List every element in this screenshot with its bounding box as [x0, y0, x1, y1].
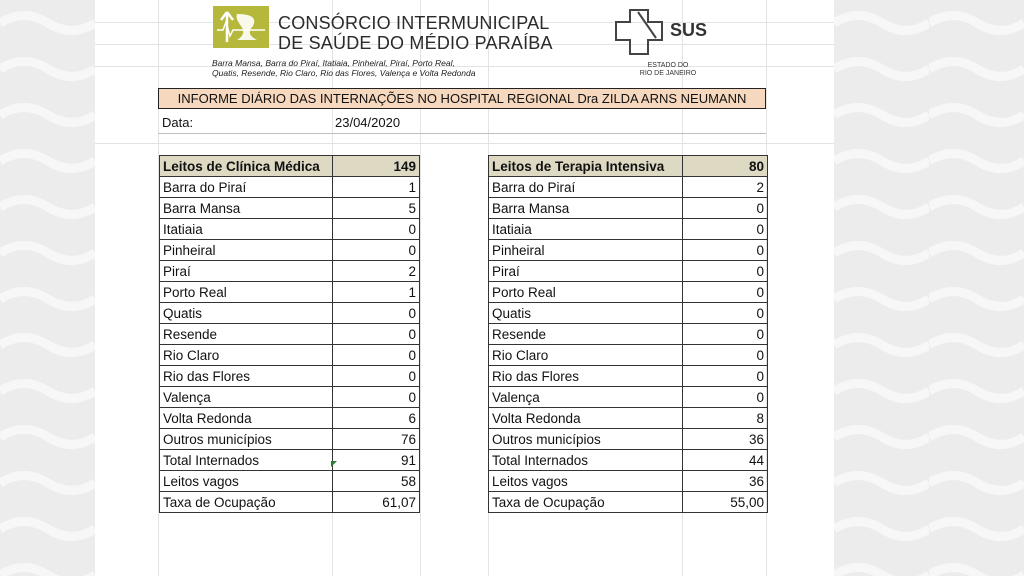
- consortium-name-line-2: DE SAÚDE DO MÉDIO PARAÍBA: [278, 33, 553, 53]
- date-value: 23/04/2020: [335, 115, 401, 130]
- table-row: [160, 408, 420, 429]
- row-value: 36: [683, 471, 768, 492]
- row-label: Resende: [489, 324, 683, 345]
- terapia-intensiva-table: [488, 155, 768, 513]
- table-row: [160, 492, 420, 513]
- table-row: [160, 387, 420, 408]
- row-label: Barra do Piraí: [489, 177, 683, 198]
- row-value: 36: [683, 429, 768, 450]
- state-label-line-2: RIO DE JANEIRO: [639, 70, 697, 77]
- clinica-total-beds: 149: [333, 156, 420, 177]
- table-row: [160, 177, 420, 198]
- row-label: Total Internados: [489, 450, 683, 471]
- table-row: [489, 450, 768, 471]
- table-row: [489, 303, 768, 324]
- table-row: [489, 345, 768, 366]
- row-label: Porto Real: [160, 282, 333, 303]
- table-row: [160, 324, 420, 345]
- state-label-line-1: ESTADO DO: [647, 62, 689, 69]
- row-value: 5: [333, 198, 420, 219]
- row-value: 0: [683, 345, 768, 366]
- row-value: 0: [333, 303, 420, 324]
- row-label: Rio das Flores: [489, 366, 683, 387]
- table-row: [160, 303, 420, 324]
- row-value: 55,00: [683, 492, 768, 513]
- table-row: [160, 219, 420, 240]
- table-row: [160, 261, 420, 282]
- member-towns: [212, 58, 475, 78]
- table-row: [489, 240, 768, 261]
- row-value: 0: [683, 198, 768, 219]
- row-label: Quatis: [160, 303, 333, 324]
- table-row: [160, 429, 420, 450]
- row-value: 58: [333, 471, 420, 492]
- uti-header-row: [489, 156, 768, 177]
- row-label: Volta Redonda: [489, 408, 683, 429]
- row-label: Porto Real: [489, 282, 683, 303]
- row-label: Taxa de Ocupação: [489, 492, 683, 513]
- table-row: [489, 387, 768, 408]
- row-label: Quatis: [489, 303, 683, 324]
- row-label: Valença: [489, 387, 683, 408]
- consortium-name: [278, 13, 553, 53]
- row-label: Volta Redonda: [160, 408, 333, 429]
- table-row: [489, 261, 768, 282]
- clinica-header-row: [160, 156, 420, 177]
- table-row: [489, 366, 768, 387]
- row-label: Leitos vagos: [160, 471, 333, 492]
- table-row: [160, 450, 420, 471]
- row-label: Taxa de Ocupação: [160, 492, 333, 513]
- row-value: 0: [683, 366, 768, 387]
- clinica-medica-table: [159, 155, 420, 513]
- row-label: Itatiaia: [489, 219, 683, 240]
- row-value: 44: [683, 450, 768, 471]
- consortium-logo-icon: [213, 6, 269, 48]
- member-towns-line-2: Quatis, Resende, Rio Claro, Rio das Flores, Valença e Volta Redonda: [212, 68, 476, 78]
- background-wave-pattern-left: [0, 0, 95, 576]
- table-row: [160, 198, 420, 219]
- row-value: 0: [333, 324, 420, 345]
- cell-comment-marker: [331, 461, 337, 467]
- row-label: Outros municípios: [160, 429, 333, 450]
- member-towns-line-1: Barra Mansa, Barra do Piraí, Itatiaia, Pinheiral, Piraí, Porto Real,: [212, 58, 455, 68]
- row-value: 0: [333, 240, 420, 261]
- table-row: [489, 471, 768, 492]
- row-label: Resende: [160, 324, 333, 345]
- row-value: 6: [333, 408, 420, 429]
- table-row: [489, 219, 768, 240]
- row-label: Rio Claro: [160, 345, 333, 366]
- clinica-heading: Leitos de Clínica Médica: [160, 156, 333, 177]
- row-label: Total Internados: [160, 450, 333, 471]
- row-label: Barra do Piraí: [160, 177, 333, 198]
- row-value: 8: [683, 408, 768, 429]
- row-value: 0: [333, 387, 420, 408]
- row-label: Outros municípios: [489, 429, 683, 450]
- row-label: Valença: [160, 387, 333, 408]
- row-value: 1: [333, 282, 420, 303]
- row-label: Rio Claro: [489, 345, 683, 366]
- state-label: [633, 62, 703, 78]
- row-label: Pinheiral: [489, 240, 683, 261]
- row-value: 0: [333, 219, 420, 240]
- table-row: [489, 492, 768, 513]
- row-value: 0: [683, 282, 768, 303]
- row-value: 0: [683, 261, 768, 282]
- table-row: [160, 366, 420, 387]
- row-value: 0: [683, 324, 768, 345]
- uti-total-beds: 80: [683, 156, 768, 177]
- consortium-name-line-1: CONSÓRCIO INTERMUNICIPAL: [278, 13, 550, 33]
- row-value: 0: [683, 219, 768, 240]
- row-label: Leitos vagos: [489, 471, 683, 492]
- report-title: INFORME DIÁRIO DAS INTERNAÇÕES NO HOSPITAL REGIONAL Dra ZILDA ARNS NEUMANN: [158, 88, 766, 109]
- sus-label: SUS: [670, 20, 708, 40]
- row-value: 61,07: [333, 492, 420, 513]
- table-row: [489, 429, 768, 450]
- uti-heading: Leitos de Terapia Intensiva: [489, 156, 683, 177]
- row-value: 0: [333, 345, 420, 366]
- row-label: Barra Mansa: [160, 198, 333, 219]
- row-label: Pinheiral: [160, 240, 333, 261]
- row-value: 1: [333, 177, 420, 198]
- row-value: 0: [333, 366, 420, 387]
- row-label: Piraí: [489, 261, 683, 282]
- spreadsheet-page: [95, 0, 834, 576]
- row-value: 91: [333, 450, 420, 471]
- row-value: 76: [333, 429, 420, 450]
- background-wave-pattern-right: [834, 0, 1024, 576]
- table-row: [489, 177, 768, 198]
- row-value: 0: [683, 303, 768, 324]
- table-row: [160, 345, 420, 366]
- table-row: [489, 282, 768, 303]
- row-value: 2: [333, 261, 420, 282]
- table-row: [160, 471, 420, 492]
- row-label: Rio das Flores: [160, 366, 333, 387]
- date-label: Data:: [162, 115, 194, 130]
- row-label: Itatiaia: [160, 219, 333, 240]
- row-value: 0: [683, 387, 768, 408]
- table-row: [160, 240, 420, 261]
- table-row: [160, 282, 420, 303]
- row-label: Barra Mansa: [489, 198, 683, 219]
- row-value: 0: [683, 240, 768, 261]
- row-label: Piraí: [160, 261, 333, 282]
- table-row: [489, 408, 768, 429]
- table-row: [489, 198, 768, 219]
- table-row: [489, 324, 768, 345]
- row-value: 2: [683, 177, 768, 198]
